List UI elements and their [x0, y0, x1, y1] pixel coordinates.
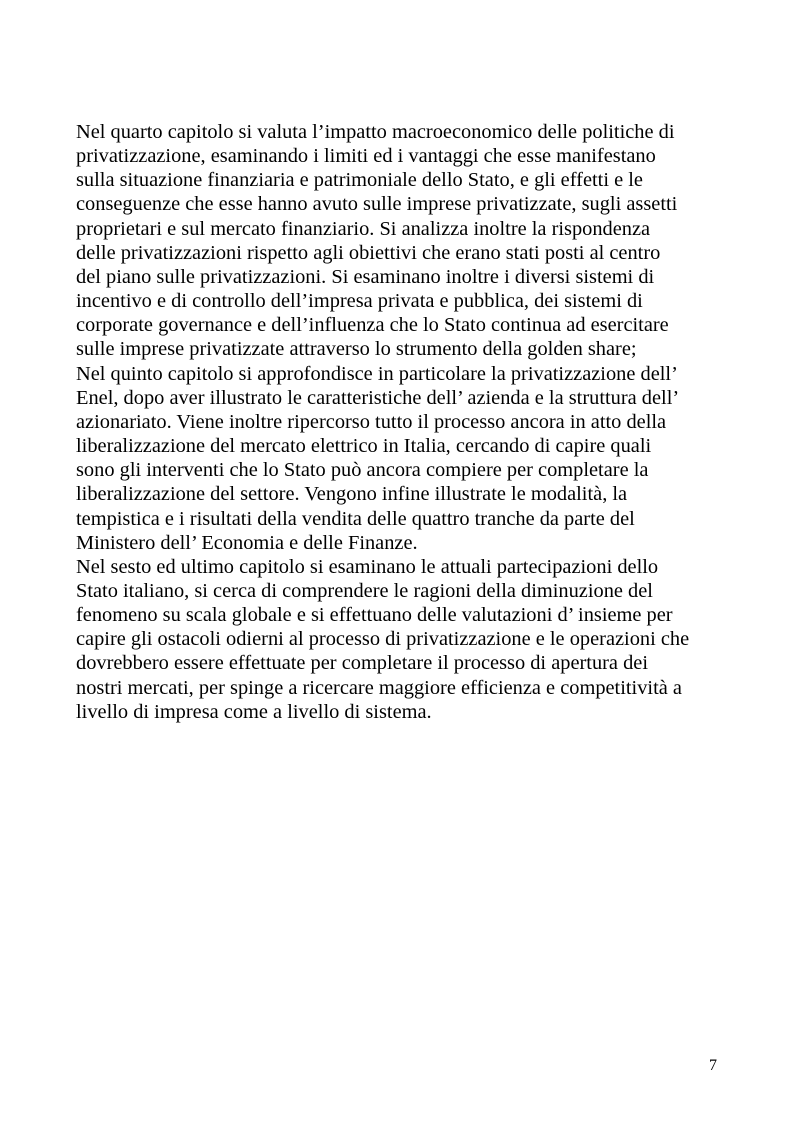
- page-number: 7: [709, 1057, 717, 1074]
- text-line: Nel quinto capitolo si approfondisce in particolare la privatizzazione dell’: [76, 362, 678, 385]
- text-line: azionariato. Viene inoltre ripercorso tutto il processo ancora in atto della: [76, 410, 667, 433]
- text-line: delle privatizzazioni rispetto agli obiettivi che erano stati posti al centro: [76, 241, 661, 264]
- text-line: Stato italiano, si cerca di comprendere le ragioni della diminuzione del: [76, 579, 653, 602]
- text-line: corporate governance e dell’influenza che lo Stato continua ad esercitare: [76, 314, 669, 337]
- text-line: dovrebbero essere effettuate per completare il processo di apertura dei: [76, 652, 648, 675]
- text-line: tempistica e i risultati della vendita delle quattro tranche da parte del: [76, 507, 635, 530]
- text-line: fenomeno su scala globale e si effettuano delle valutazioni d’ insieme per: [76, 604, 673, 627]
- text-line: Ministero dell’ Economia e delle Finanze.: [76, 531, 418, 554]
- text-line: liberalizzazione del settore. Vengono infine illustrate le modalità, la: [76, 483, 628, 506]
- text-line: sulla situazione finanziaria e patrimoniale dello Stato, e gli effetti e le: [76, 169, 643, 192]
- text-line: del piano sulle privatizzazioni. Si esaminano inoltre i diversi sistemi di: [76, 265, 655, 288]
- text-line: livello di impresa come a livello di sistema.: [76, 700, 432, 723]
- text-line: proprietari e sul mercato finanziario. Si analizza inoltre la rispondenza: [76, 217, 651, 240]
- text-line: sono gli interventi che lo Stato può ancora compiere per completare la: [76, 459, 649, 482]
- text-line: Enel, dopo aver illustrato le caratteristiche dell’ azienda e la struttura dell’: [76, 386, 680, 409]
- text-line: incentivo e di controllo dell’impresa privata e pubblica, dei sistemi di: [76, 290, 643, 313]
- text-line: Nel sesto ed ultimo capitolo si esaminano le attuali partecipazioni dello: [76, 555, 659, 578]
- text-line: conseguenze che esse hanno avuto sulle imprese privatizzate, sugli assetti: [76, 193, 678, 216]
- text-line: capire gli ostacoli odierni al processo di privatizzazione e le operazioni che: [76, 628, 690, 651]
- text-line: Nel quarto capitolo si valuta l’impatto macroeconomico delle politiche di: [76, 121, 675, 143]
- body-text: [76, 120, 726, 724]
- text-line: sulle imprese privatizzate attraverso lo strumento della golden share;: [76, 338, 637, 361]
- text-line: liberalizzazione del mercato elettrico in Italia, cercando di capire quali: [76, 435, 652, 458]
- text-line: privatizzazione, esaminando i limiti ed i vantaggi che esse manifestano: [76, 145, 656, 168]
- text-line: nostri mercati, per spinge a ricercare maggiore efficienza e competitività a: [76, 676, 682, 699]
